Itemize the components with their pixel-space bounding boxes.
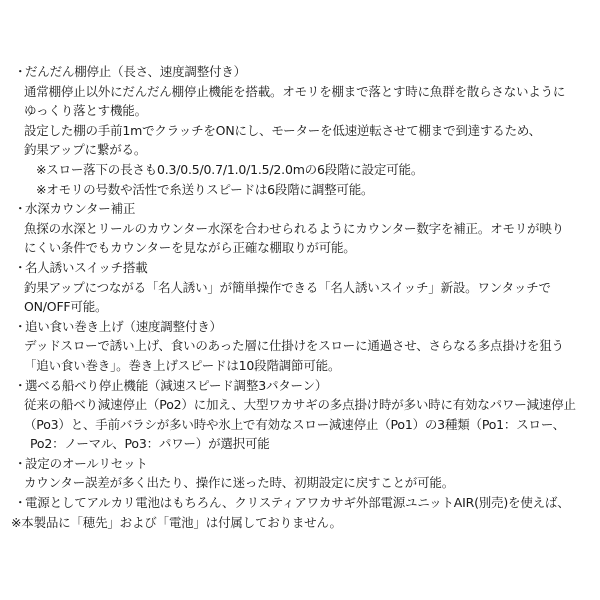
bullet-mark: ・ — [14, 259, 27, 275]
section-heading — [0, 454, 600, 474]
bullet-mark: ・ — [14, 318, 27, 334]
section-heading — [0, 317, 600, 337]
body-text: 釣果アップに繋がる。 — [24, 142, 147, 158]
body-text: 魚探の水深とリールのカウンター水深を合わせられるようにカウンター数字を補正。オモリが映り — [24, 220, 564, 236]
section-heading — [0, 258, 600, 278]
section-heading — [0, 376, 600, 396]
bullet-mark: ・ — [14, 377, 27, 393]
body-text: 通常棚停止以外にだんだん棚停止機能を搭載。オモリを棚まで落とす時に魚群を散らさないように — [24, 83, 566, 99]
heading-text: 水深カウンター補正 — [25, 201, 136, 217]
bullet-mark: ・ — [14, 201, 27, 217]
heading-text: 選べる船べり停止機能（減速スピード調整3パターン） — [25, 377, 328, 393]
footer-note: ※本製品に「穂先」および「電池」は付属しておりません。 — [11, 514, 342, 530]
body-text: にくい条件でもカウンターを見ながら正確な棚取りが可能。 — [24, 240, 356, 256]
document-body — [0, 62, 600, 532]
bullet-mark: ・ — [14, 455, 27, 471]
body-text: Po2：ノーマル、Po3：パワー）が選択可能 — [30, 436, 270, 452]
body-text: 釣果アップにつながる「名人誘い」が簡単操作できる「名人誘いスイッチ」新設。ワンタッチで — [24, 279, 551, 295]
body-text: 従来の船べり減速停止（Po2）に加え、大型ワカサギの多点掛け時が多い時に有効なパワー減速停止 — [24, 397, 576, 413]
power-line — [0, 493, 600, 513]
body-text: 設定した棚の手前1mでクラッチをONにし、モーターを低速逆転させて棚まで到達するため、 — [24, 122, 541, 138]
heading-text: 設定のオールリセット — [25, 455, 148, 471]
body-text: ゆっくり落とす機能。 — [24, 103, 147, 119]
heading-text: 追い食い巻き上げ（速度調整付き） — [25, 318, 222, 334]
heading-text: 名人誘いスイッチ搭載 — [25, 259, 148, 275]
section-heading — [0, 62, 600, 82]
body-text: （Po3）と、手前バラシが多い時や氷上で有効なスロー減速停止（Po1）の3種類（Po1：スロー、 — [24, 416, 565, 432]
section-heading — [0, 199, 600, 219]
body-text: ON/OFF可能。 — [24, 299, 108, 315]
body-text: 「追い食い巻き」。巻き上げスピードは10段階調節可能。 — [24, 357, 341, 373]
power-line-text: 電源としてアルカリ電池はもちろん、クリスティアワカサギ外部電源ユニットAIR(別売)を使えば、 — [25, 495, 570, 511]
note-text: ※スロー落下の長さも0.3/0.5/0.7/1.0/1.5/2.0mの6段階に設定可能。 — [36, 161, 424, 177]
bullet-mark: ・ — [14, 495, 27, 511]
body-text: デッドスローで誘い上げ、食いのあった層に仕掛けをスローに通過させ、さらなる多点掛けを狙う — [24, 338, 564, 354]
bullet-mark: ・ — [14, 64, 27, 79]
note-text: ※オモリの号数や活性で糸送りスピードは6段階に調整可能。 — [36, 181, 374, 197]
heading-text: だんだん棚停止（長さ、速度調整付き） — [25, 64, 246, 79]
body-text: カウンター誤差が多く出たり、操作に迷った時、初期設定に戻すことが可能。 — [24, 475, 455, 491]
